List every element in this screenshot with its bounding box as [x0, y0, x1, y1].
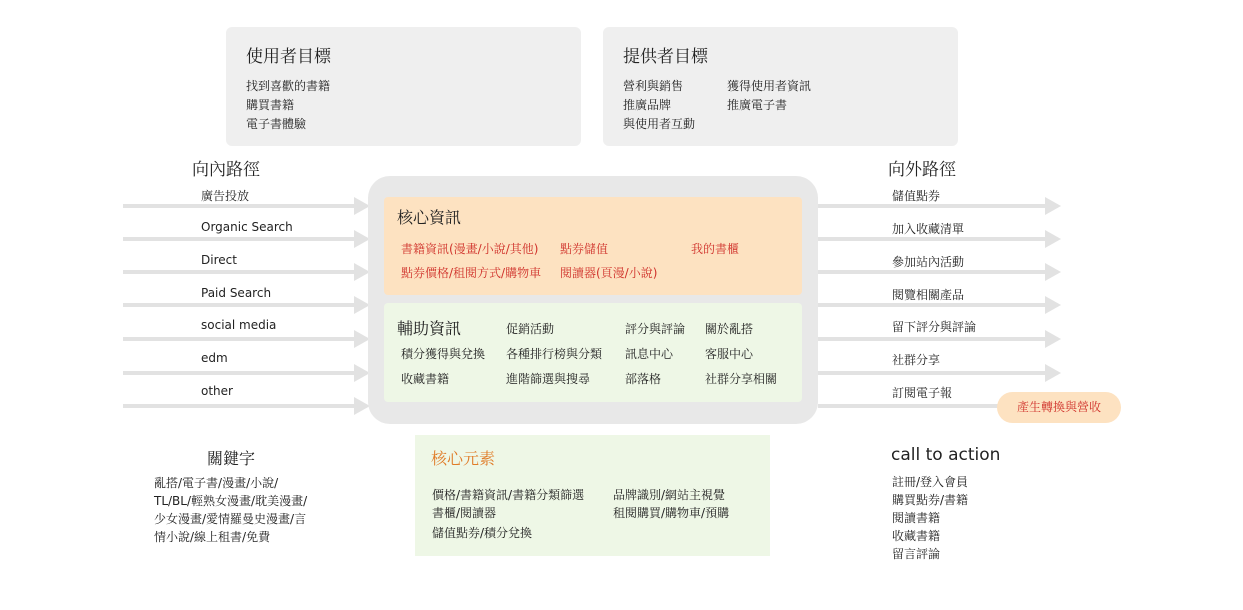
- outbound-label: 閱覽相關產品: [892, 288, 965, 302]
- aux-info-item: 各種排行榜與分類: [506, 347, 603, 361]
- aux-info-item: 訊息中心: [625, 347, 674, 361]
- user-goal-item: 找到喜歡的書籍: [246, 79, 331, 93]
- provider-goal-item: 推廣品牌: [623, 98, 672, 112]
- keywords-line: 情小說/線上租書/免費: [154, 530, 271, 544]
- conversion-badge: 產生轉換與營收: [997, 392, 1121, 423]
- outbound-label: 儲值點券: [892, 189, 941, 203]
- core-element-item: 價格/書籍資訊/書籍分類篩選: [432, 488, 585, 502]
- outbound-label: 訂閱電子報: [892, 386, 953, 400]
- core-element-item: 書櫃/閱讀器: [432, 506, 497, 520]
- core-info-title: 核心資訊: [397, 208, 462, 227]
- core-element-item: 品牌識別/網站主視覺: [613, 488, 726, 502]
- inbound-label: social media: [201, 318, 277, 332]
- provider-goal-item: 與使用者互動: [623, 117, 696, 131]
- inbound-arrow: [123, 237, 356, 241]
- aux-info-item: 社群分享相關: [705, 372, 778, 386]
- keywords-line: 少女漫畫/愛情羅曼史漫畫/言: [154, 512, 307, 526]
- inbound-arrow: [123, 371, 356, 375]
- user-goal-item: 購買書籍: [246, 98, 295, 112]
- core-info-item: 我的書櫃: [691, 242, 740, 256]
- cta-item: 註冊/登入會員: [892, 475, 969, 489]
- outbound-arrow: [818, 337, 1047, 341]
- core-info-item: 點券儲值: [560, 242, 609, 256]
- aux-info-item: 客服中心: [705, 347, 754, 361]
- outbound-label: 參加站內活動: [892, 255, 965, 269]
- outbound-label: 留下評分與評論: [892, 320, 977, 334]
- core-elements-panel: [415, 435, 770, 556]
- aux-info-item: 關於亂搭: [705, 322, 754, 336]
- cta-title: call to action: [891, 445, 1001, 465]
- user-goals-title: 使用者目標: [246, 47, 331, 67]
- inbound-arrow: [123, 270, 356, 274]
- provider-goal-item: 推廣電子書: [727, 98, 788, 112]
- inbound-arrow: [123, 337, 356, 341]
- inbound-arrow: [123, 303, 356, 307]
- inbound-label: Paid Search: [201, 286, 272, 300]
- aux-info-item: 進階篩選與搜尋: [506, 372, 591, 386]
- aux-info-item: 部落格: [625, 372, 662, 386]
- cta-item: 閱讀書籍: [892, 511, 941, 525]
- aux-info-item: 收藏書籍: [401, 372, 450, 386]
- outbound-title: 向外路徑: [888, 160, 956, 180]
- cta-item: 收藏書籍: [892, 529, 941, 543]
- outbound-arrow-to-conversion: [818, 404, 1000, 408]
- core-info-panel: [384, 197, 802, 295]
- outbound-arrow: [818, 371, 1047, 375]
- inbound-title: 向內路徑: [192, 160, 260, 180]
- core-elements-title: 核心元素: [431, 449, 496, 468]
- inbound-label: edm: [201, 351, 228, 365]
- core-info-item: 點券價格/租閱方式/購物車: [401, 266, 542, 280]
- inbound-arrow: [123, 204, 356, 208]
- outbound-arrow: [818, 303, 1047, 307]
- outbound-arrow: [818, 237, 1047, 241]
- aux-info-item: 評分與評論: [625, 322, 686, 336]
- provider-goal-item: 獲得使用者資訊: [727, 79, 812, 93]
- cta-item: 購買點券/書籍: [892, 493, 969, 507]
- outbound-arrow: [818, 204, 1047, 208]
- inbound-label: Organic Search: [201, 220, 293, 234]
- inbound-label: other: [201, 384, 233, 398]
- aux-info-item: 積分獲得與兌換: [401, 347, 486, 361]
- aux-info-panel: [384, 303, 802, 402]
- core-element-item: 租閱購買/購物車/預購: [613, 506, 730, 520]
- user-goal-item: 電子書體驗: [246, 117, 307, 131]
- aux-info-item: 促銷活動: [506, 322, 555, 336]
- provider-goals-title: 提供者目標: [623, 47, 708, 67]
- cta-item: 留言評論: [892, 547, 941, 561]
- core-element-item: 儲值點券/積分兌換: [432, 526, 533, 540]
- core-info-item: 閱讀器(頁漫/小說): [560, 266, 658, 280]
- provider-goal-item: 營利與銷售: [623, 79, 684, 93]
- aux-info-title: 輔助資訊: [397, 319, 462, 338]
- inbound-label: 廣告投放: [201, 189, 250, 203]
- keywords-title: 關鍵字: [207, 449, 256, 468]
- user-goals-panel: [226, 27, 581, 146]
- outbound-label: 社群分享: [892, 353, 941, 367]
- keywords-line: TL/BL/輕熟女漫畫/耽美漫畫/: [154, 494, 308, 508]
- outbound-label: 加入收藏清單: [892, 222, 965, 236]
- core-info-item: 書籍資訊(漫畫/小說/其他): [401, 242, 539, 256]
- keywords-line: 亂搭/電子書/漫畫/小說/: [154, 476, 279, 490]
- provider-goals-panel: [603, 27, 958, 146]
- outbound-arrow: [818, 270, 1047, 274]
- inbound-label: Direct: [201, 253, 237, 267]
- inbound-arrow: [123, 404, 356, 408]
